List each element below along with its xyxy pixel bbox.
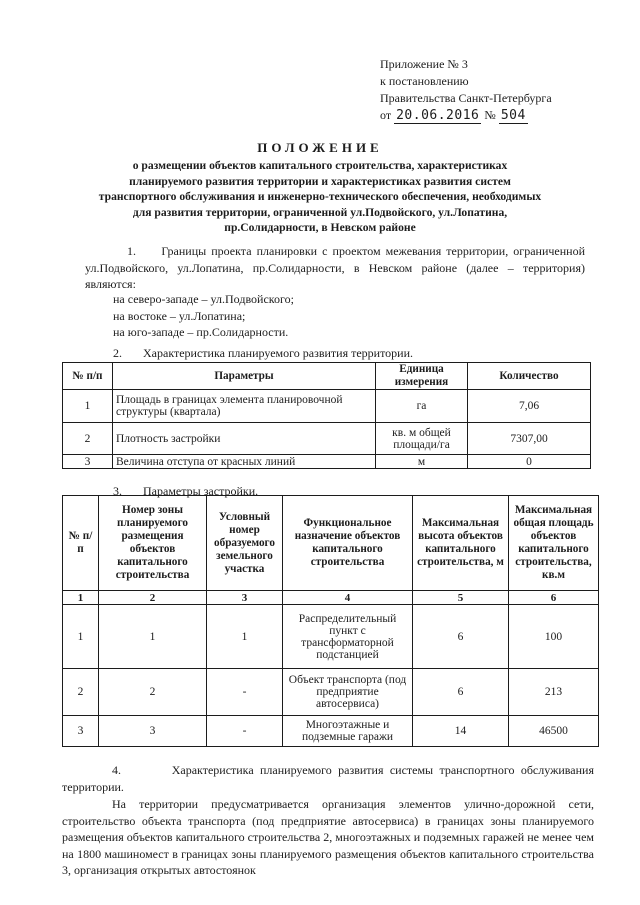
section-4-heading: 4. Характеристика планируемого развития системы транспортного обслуживания территории. xyxy=(62,763,594,794)
section-4-text: На территории предусматривается организация элементов улично-дорожной сети, строительство объекта транспорта (под предприятие автосервиса) в границах зоны планируемого размещения объектов капитального строительства 2, многоэтажных и подземных гаражей не менее чем на 1800 машиномест в границах зоны планируемого размещения объектов капитального строительства 3, организация открытых автостоянок xyxy=(62,797,594,877)
column-number: 1 xyxy=(63,591,99,605)
document-subtitle: о размещении объектов капитального строительства, характеристиках планируемого развития территории и характеристиках развития систем транспортного обслуживания и инженерно-технического обеспечения, необходимых для развития территории, ограниченной ул.Подвойского, ул.Лопатина, пр.Солидарности, в Невском районе xyxy=(98,159,542,234)
header-cell: Количество xyxy=(468,363,591,390)
cell: 3 xyxy=(63,716,99,747)
building-parameters-table xyxy=(62,495,599,747)
cell: кв. м общей площади/га xyxy=(376,423,468,455)
header-cell: Единица измерения xyxy=(376,363,468,390)
cell: Величина отступа от красных линий xyxy=(113,455,376,469)
cell: 2 xyxy=(99,669,207,716)
header-cell: Номер зоны планируемого размещения объектов капитального строительства xyxy=(99,496,207,591)
section-2-heading: 2. Характеристика планируемого развития территории. xyxy=(113,346,414,360)
cell: 213 xyxy=(509,669,599,716)
cell: - xyxy=(207,716,283,747)
cell: Многоэтажные и подземные гаражи xyxy=(283,716,413,747)
cell: 1 xyxy=(63,605,99,669)
handwritten-date: 20.06.2016 xyxy=(396,108,480,123)
header-cell: № п/п xyxy=(63,496,99,591)
development-table xyxy=(62,362,591,469)
cell: Распределительный пункт с трансформаторной подстанцией xyxy=(283,605,413,669)
cell: 2 xyxy=(63,669,99,716)
appendix-line-3: Правительства Санкт-Петербурга xyxy=(380,91,552,105)
header-cell: Максимальная общая площадь объектов капитального строительства, кв.м xyxy=(509,496,599,591)
boundary-list xyxy=(113,291,294,341)
cell: 1 xyxy=(63,390,113,423)
table-header-row xyxy=(63,496,599,591)
number-label: № xyxy=(484,108,496,122)
table-row xyxy=(63,669,599,716)
cell: Площадь в границах элемента планировочной структуры (квартала) xyxy=(113,390,376,423)
header-cell: Функциональное назначение объектов капитального строительства xyxy=(283,496,413,591)
cell: Объект транспорта (под предприятие автосервиса) xyxy=(283,669,413,716)
column-number: 2 xyxy=(99,591,207,605)
boundary-item: на северо-западе – ул.Подвойского; xyxy=(113,292,294,306)
boundary-item: на юго-западе – пр.Солидарности. xyxy=(113,325,289,339)
handwritten-number: 504 xyxy=(500,108,526,123)
cell: 7307,00 xyxy=(468,423,591,455)
from-label: от xyxy=(380,108,392,122)
cell: 0 xyxy=(468,455,591,469)
appendix-line-1: Приложение № 3 xyxy=(380,57,468,71)
document-title: ПОЛОЖЕНИЕ xyxy=(257,140,383,155)
header-cell: № п/п xyxy=(63,363,113,390)
column-number: 4 xyxy=(283,591,413,605)
table-row xyxy=(63,423,591,455)
column-number: 3 xyxy=(207,591,283,605)
cell: 7,06 xyxy=(468,390,591,423)
table-row xyxy=(63,390,591,423)
column-number: 5 xyxy=(413,591,509,605)
header-cell: Максимальная высота объектов капитального строительства, м xyxy=(413,496,509,591)
boundary-item: на востоке – ул.Лопатина; xyxy=(113,308,246,323)
cell: Плотность застройки xyxy=(113,423,376,455)
appendix-date-line xyxy=(380,107,610,124)
table-row xyxy=(63,605,599,669)
column-number: 6 xyxy=(509,591,599,605)
section-3-heading: 3. Параметры застройки. xyxy=(113,484,259,498)
cell: 3 xyxy=(99,716,207,747)
cell: 1 xyxy=(207,605,283,669)
cell: - xyxy=(207,669,283,716)
cell: 3 xyxy=(63,455,113,469)
cell: 100 xyxy=(509,605,599,669)
cell: 2 xyxy=(63,423,113,455)
table-header-row xyxy=(63,363,591,390)
cell: 1 xyxy=(99,605,207,669)
table-row xyxy=(63,455,591,469)
cell: га xyxy=(376,390,468,423)
column-number-row xyxy=(63,591,599,605)
header-cell: Параметры xyxy=(113,363,376,390)
cell: 6 xyxy=(413,605,509,669)
appendix-block xyxy=(380,56,610,124)
cell: м xyxy=(376,455,468,469)
table-row xyxy=(63,716,599,747)
cell: 14 xyxy=(413,716,509,747)
appendix-line-2: к постановлению xyxy=(380,74,469,88)
header-cell: Условный номер образуемого земельного участка xyxy=(207,496,283,591)
section-1-text: 1. Границы проекта планировки с проектом межевания территории, ограниченной ул.Подвойского, ул.Лопатина, пр.Солидарности, в Невском районе (далее – территория) являются: xyxy=(85,244,585,291)
cell: 46500 xyxy=(509,716,599,747)
cell: 6 xyxy=(413,669,509,716)
